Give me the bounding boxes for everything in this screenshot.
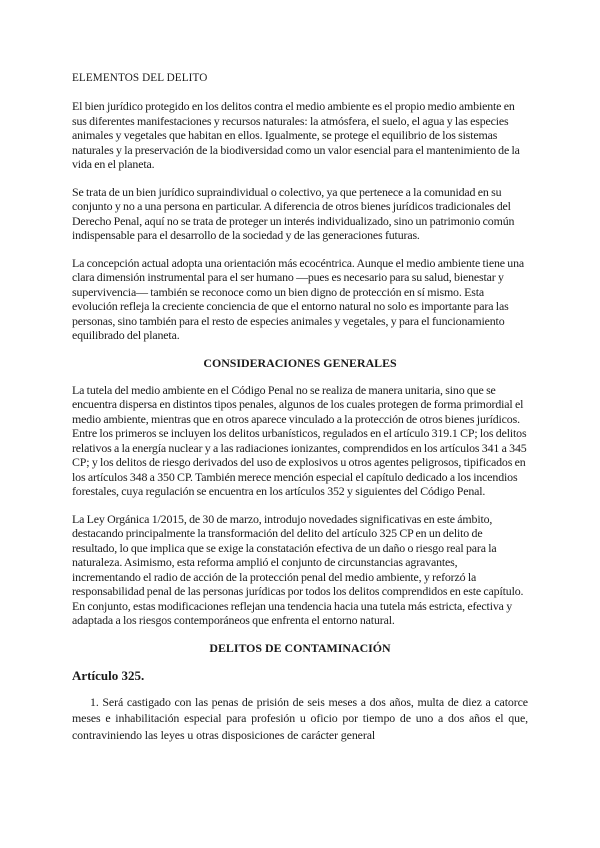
section-title-elementos: ELEMENTOS DEL DELITO	[72, 72, 208, 84]
paragraph-bien-juridico: El bien jurídico protegido en los delitos contra el medio ambiente es el propio medio ambiente en sus diferentes manifestaciones y recursos naturales: la atmósfera, el suelo, el agua y las especies animales y vegetales que habitan en ellos. Igualmente, se protege el equilibrio de los sistemas naturales y la preservación de la biodiversidad como un valor esencial para el mantenimiento de la vida en el planeta.	[72, 99, 520, 171]
paragraph-supraindividual: Se trata de un bien jurídico supraindividual o colectivo, ya que pertenece a la comunidad en su conjunto y no a una persona en particular. A diferencia de otros bienes jurídicos tradicionales del Derecho Penal, aquí no se trata de proteger un interés individualizado, sino un patrimonio común indispensable para el desarrollo de la sociedad y de las generaciones futuras.	[72, 184, 515, 242]
article-paragraph: 1. Será castigado con las penas de prisión de seis meses a dos años, multa de diez a catorce meses e inhabilitación especial para profesión u oficio por tiempo de uno a dos años el que, contraviniendo las leyes u otras disposiciones de carácter general	[72, 694, 528, 742]
document-body	[72, 71, 528, 743]
paragraph-tutela: La tutela del medio ambiente en el Código Penal no se realiza de manera unitaria, sino que se encuentra dispersa en distintos tipos penales, algunos de los cuales protegen de forma primordial el medio ambiente, mientras que en otros aparece vinculado a la protección de otros bienes jurídicos. Entre los primeros se incluyen los delitos urbanísticos, regulados en el artículo 319.1 CP; los delitos relativos a la energía nuclear y a las radiaciones ionizantes, comprendidos en los artículos 341 a 345 CP; y los delitos de riesgo derivados del uso de explosivos u otros agentes peligrosos, tipificados en los artículos 348 a 350 CP. También merece mención especial el capítulo dedicado a los incendios forestales, cuya regulación se encuentra en los artículos 352 y siguientes del Código Penal.	[72, 382, 527, 498]
paragraph-ley-organica: La Ley Orgánica 1/2015, de 30 de marzo, introdujo novedades significativas en este ámbito, destacando principalmente la transformación del delito del artículo 325 CP en un delito de resultado, lo que implica que se exige la constatación efectiva de un daño o riesgo real para la naturaleza. Asimismo, esta reforma amplió el conjunto de circunstancias agravantes, incrementando el radio de acción de la protección penal del medio ambiente, y reforzó la responsabilidad penal de las personas jurídicas por todos los delitos comprendidos en este capítulo. En conjunto, estas modificaciones reflejan una tendencia hacia una tutela más estricta, efectiva y adaptada a los riesgos contemporáneos que enfrenta el entorno natural.	[72, 511, 524, 627]
section-heading-consideraciones: CONSIDERACIONES GENERALES	[203, 355, 397, 370]
section-heading-contaminacion: DELITOS DE CONTAMINACIÓN	[209, 640, 391, 655]
article-heading: Artículo 325.	[72, 667, 145, 683]
paragraph-ecocentrica: La concepción actual adopta una orientación más ecocéntrica. Aunque el medio ambiente tiene una clara dimensión instrumental para el ser humano —pues es necesario para su salud, bienestar y supervivencia— también se reconoce como un bien digno de protección en sí mismo. Esta evolución refleja la creciente conciencia de que el entorno natural no solo es importante para las personas, sino también para el resto de especies animales y vegetales, y para el funcionamiento equilibrado del planeta.	[72, 255, 525, 342]
